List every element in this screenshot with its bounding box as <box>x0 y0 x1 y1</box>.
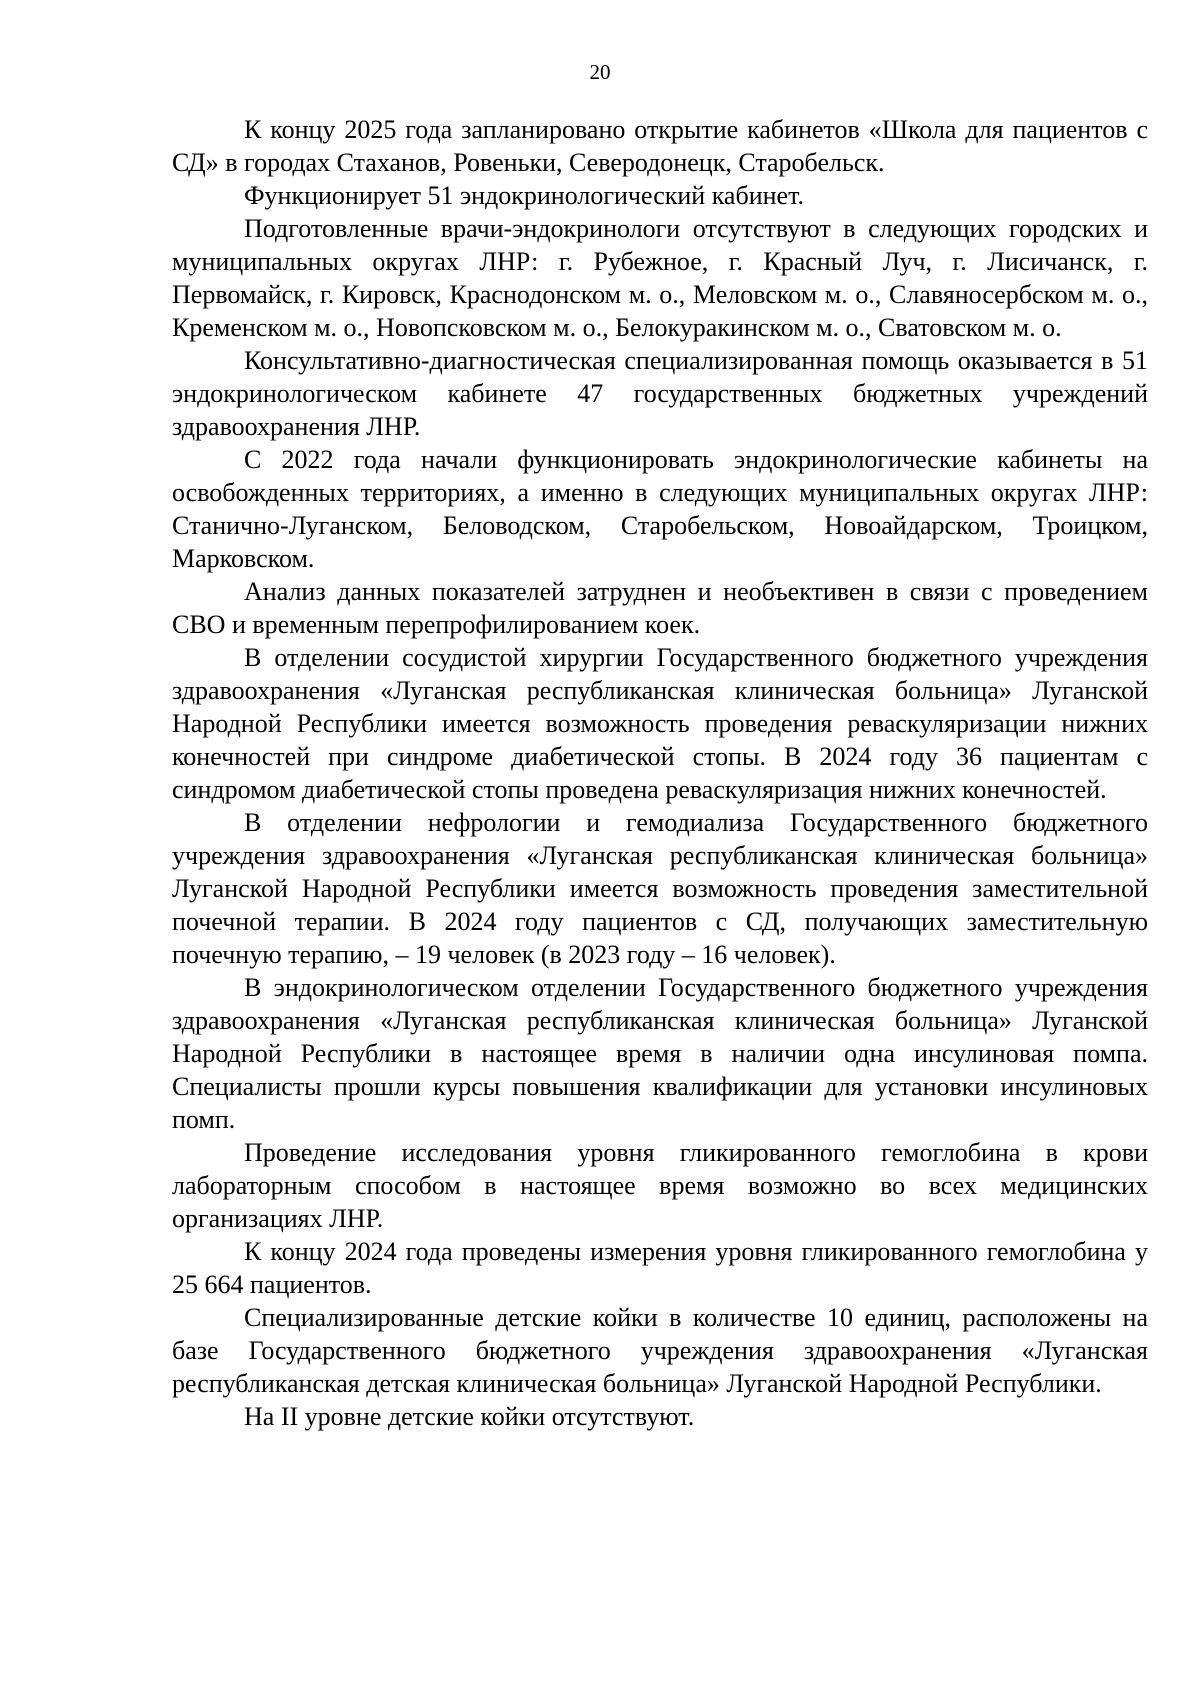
paragraph-vascular-surgery: В отделении сосудистой хирургии Государственного бюджетного учреждения здравоохранения «Луганская республиканская клиническая больница» Луганской Народной Республики имеется возможность проведения реваскуляризации нижних конечностей при синдроме диабетической стопы. В 2024 году 36 пациентам с синдромом диабетической стопы проведена реваскуляризация нижних конечностей. <box>172 643 1148 804</box>
paragraph-level-two-beds: На II уровне детские койки отсутствуют. <box>244 1402 695 1431</box>
paragraph-consultative-care: Консультативно-диагностическая специализированная помощь оказывается в 51 эндокринологическом кабинете 47 государственных бюджетных учреждений здравоохранения ЛНР. <box>172 346 1148 441</box>
paragraph-hba1c-measurements: К концу 2024 года проведены измерения уровня гликированного гемоглобина у 25 664 пациентов. <box>172 1237 1148 1299</box>
page-number: 20 <box>589 60 611 84</box>
paragraph-nephrology: В отделении нефрологии и гемодиализа Государственного бюджетного учреждения здравоохранения «Луганская республиканская клиническая больница» Луганской Народной Республики имеется возможность проведения заместительной почечной терапии. В 2024 году пациентов с СД, получающих заместительную почечную терапию, – 19 человек (в 2023 году – 16 человек). <box>172 808 1148 969</box>
paragraph-cabinet-count: Функционирует 51 эндокринологический кабинет. <box>244 181 804 210</box>
paragraph-hba1c-testing: Проведение исследования уровня гликированного гемоглобина в крови лабораторным способом в настоящее время возможно во всех медицинских организациях ЛНР. <box>172 1138 1148 1233</box>
document-body <box>172 113 1148 1433</box>
paragraph-new-territories: С 2022 года начали функционировать эндокринологические кабинеты на освобожденных территориях, а именно в следующих муниципальных округах ЛНР: Станично-Луганском, Беловодском, Старобельском, Новоайдарском, Троицком, Марковском. <box>172 445 1148 573</box>
paragraph-school-cabinets: К концу 2025 года запланировано открытие кабинетов «Школа для пациентов с СД» в городах Стаханов, Ровеньки, Северодонецк, Старобельск. <box>172 115 1148 177</box>
paragraph-missing-endocrinologists: Подготовленные врачи-эндокринологи отсутствуют в следующих городских и муниципальных округах ЛНР: г. Рубежное, г. Красный Луч, г. Лисичанск, г. Первомайск, г. Кировск, Краснодонском м. о., Меловском м. о., Славяносербском м. о., Кременском м. о., Новопсковском м. о., Белокуракинском м. о., Сватовском м. о. <box>172 214 1148 342</box>
paragraph-insulin-pump: В эндокринологическом отделении Государственного бюджетного учреждения здравоохранения «Луганская республиканская клиническая больница» Луганской Народной Республики в настоящее время в наличии одна инсулиновая помпа. Специалисты прошли курсы повышения квалификации для установки инсулиновых помп. <box>172 973 1148 1134</box>
paragraph-pediatric-beds: Специализированные детские койки в количестве 10 единиц, расположены на базе Государственного бюджетного учреждения здравоохранения «Луганская республиканская детская клиническая больница» Луганской Народной Республики. <box>172 1303 1148 1398</box>
paragraph-data-analysis: Анализ данных показателей затруднен и необъективен в связи с проведением СВО и временным перепрофилированием коек. <box>172 577 1148 639</box>
